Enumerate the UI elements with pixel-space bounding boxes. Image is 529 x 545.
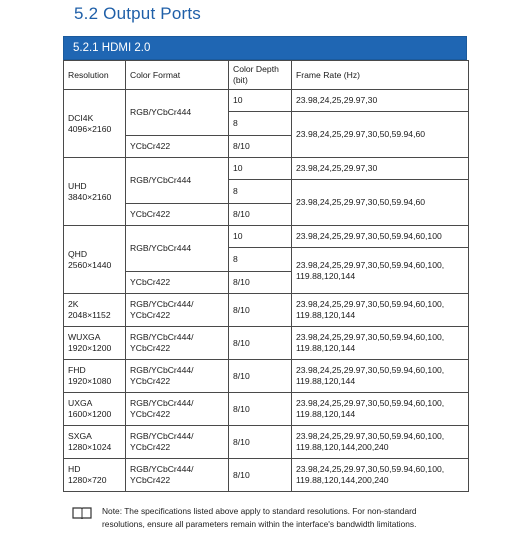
color-format-cell: RGB/YCbCr444/ YCbCr422: [126, 459, 229, 492]
resolution-cell: FHD 1920×1080: [64, 360, 126, 393]
frame-rate-cell: 23.98,24,25,29.97,30,50,59.94,60,100, 119.88,120,144: [292, 327, 469, 360]
color-depth-cell: 8: [229, 112, 292, 136]
page-title: 5.2 Output Ports: [74, 4, 201, 23]
color-depth-cell: 8: [229, 248, 292, 272]
note-block: [72, 505, 472, 531]
color-format-cell: YCbCr422: [126, 136, 229, 158]
color-format-cell: YCbCr422: [126, 204, 229, 226]
resolution-cell: UHD 3840×2160: [64, 158, 126, 226]
color-format-cell: RGB/YCbCr444: [126, 90, 229, 136]
table-row: [64, 393, 469, 426]
color-format-cell: RGB/YCbCr444/ YCbCr422: [126, 294, 229, 327]
color-format-cell: RGB/YCbCr444: [126, 226, 229, 272]
frame-rate-cell: 23.98,24,25,29.97,30,50,59.94,60,100, 119.88,120,144: [292, 248, 469, 294]
color-depth-cell: 8/10: [229, 426, 292, 459]
color-depth-cell: 8/10: [229, 360, 292, 393]
hdmi-spec-table: [63, 36, 467, 492]
color-format-cell: RGB/YCbCr444/ YCbCr422: [126, 327, 229, 360]
color-depth-cell: 8/10: [229, 393, 292, 426]
table-row: [64, 426, 469, 459]
color-format-cell: RGB/YCbCr444/ YCbCr422: [126, 393, 229, 426]
output-spec-table: [63, 60, 469, 492]
header-row: [64, 61, 469, 90]
color-depth-cell: 8/10: [229, 136, 292, 158]
color-format-cell: RGB/YCbCr444/ YCbCr422: [126, 360, 229, 393]
color-depth-cell: 8/10: [229, 459, 292, 492]
header-color-depth: Color Depth (bit): [229, 61, 292, 90]
table-row: [64, 90, 469, 112]
table-row: [64, 158, 469, 180]
color-depth-cell: 8: [229, 180, 292, 204]
book-icon: [72, 506, 92, 520]
color-format-cell: YCbCr422: [126, 272, 229, 294]
frame-rate-cell: 23.98,24,25,29.97,30,50,59.94,60,100, 119.88,120,144: [292, 294, 469, 327]
color-format-cell: RGB/YCbCr444: [126, 158, 229, 204]
header-color-format: Color Format: [126, 61, 229, 90]
table-row: [64, 459, 469, 492]
color-depth-cell: 10: [229, 158, 292, 180]
frame-rate-cell: 23.98,24,25,29.97,30,50,59.94,60,100, 119.88,120,144,200,240: [292, 426, 469, 459]
frame-rate-cell: 23.98,24,25,29.97,30,50,59.94,60,100, 119.88,120,144,200,240: [292, 459, 469, 492]
table-banner: 5.2.1 HDMI 2.0: [63, 36, 467, 60]
header-frame-rate: Frame Rate (Hz): [292, 61, 469, 90]
frame-rate-cell: 23.98,24,25,29.97,30,50,59.94,60,100: [292, 226, 469, 248]
color-depth-cell: 8/10: [229, 327, 292, 360]
resolution-cell: WUXGA 1920×1200: [64, 327, 126, 360]
resolution-cell: UXGA 1600×1200: [64, 393, 126, 426]
table-row: [64, 360, 469, 393]
color-depth-cell: 8/10: [229, 204, 292, 226]
resolution-cell: DCI4K 4096×2160: [64, 90, 126, 158]
frame-rate-cell: 23.98,24,25,29.97,30: [292, 90, 469, 112]
frame-rate-cell: 23.98,24,25,29.97,30,50,59.94,60: [292, 112, 469, 158]
table-row: [64, 226, 469, 248]
color-depth-cell: 8/10: [229, 272, 292, 294]
frame-rate-cell: 23.98,24,25,29.97,30,50,59.94,60,100, 119.88,120,144: [292, 393, 469, 426]
color-depth-cell: 10: [229, 226, 292, 248]
header-resolution: Resolution: [64, 61, 126, 90]
color-depth-cell: 10: [229, 90, 292, 112]
resolution-cell: 2K 2048×1152: [64, 294, 126, 327]
table-row: [64, 327, 469, 360]
frame-rate-cell: 23.98,24,25,29.97,30: [292, 158, 469, 180]
resolution-cell: QHD 2560×1440: [64, 226, 126, 294]
color-depth-cell: 8/10: [229, 294, 292, 327]
table-row: [64, 294, 469, 327]
color-format-cell: RGB/YCbCr444/ YCbCr422: [126, 426, 229, 459]
note-text: Note: The specifications listed above apply to standard resolutions. For non-standard resolutions, ensure all parameters remain within the interface's bandwidth limitations.: [102, 506, 417, 529]
resolution-cell: HD 1280×720: [64, 459, 126, 492]
resolution-cell: SXGA 1280×1024: [64, 426, 126, 459]
frame-rate-cell: 23.98,24,25,29.97,30,50,59.94,60: [292, 180, 469, 226]
frame-rate-cell: 23.98,24,25,29.97,30,50,59.94,60,100, 119.88,120,144: [292, 360, 469, 393]
